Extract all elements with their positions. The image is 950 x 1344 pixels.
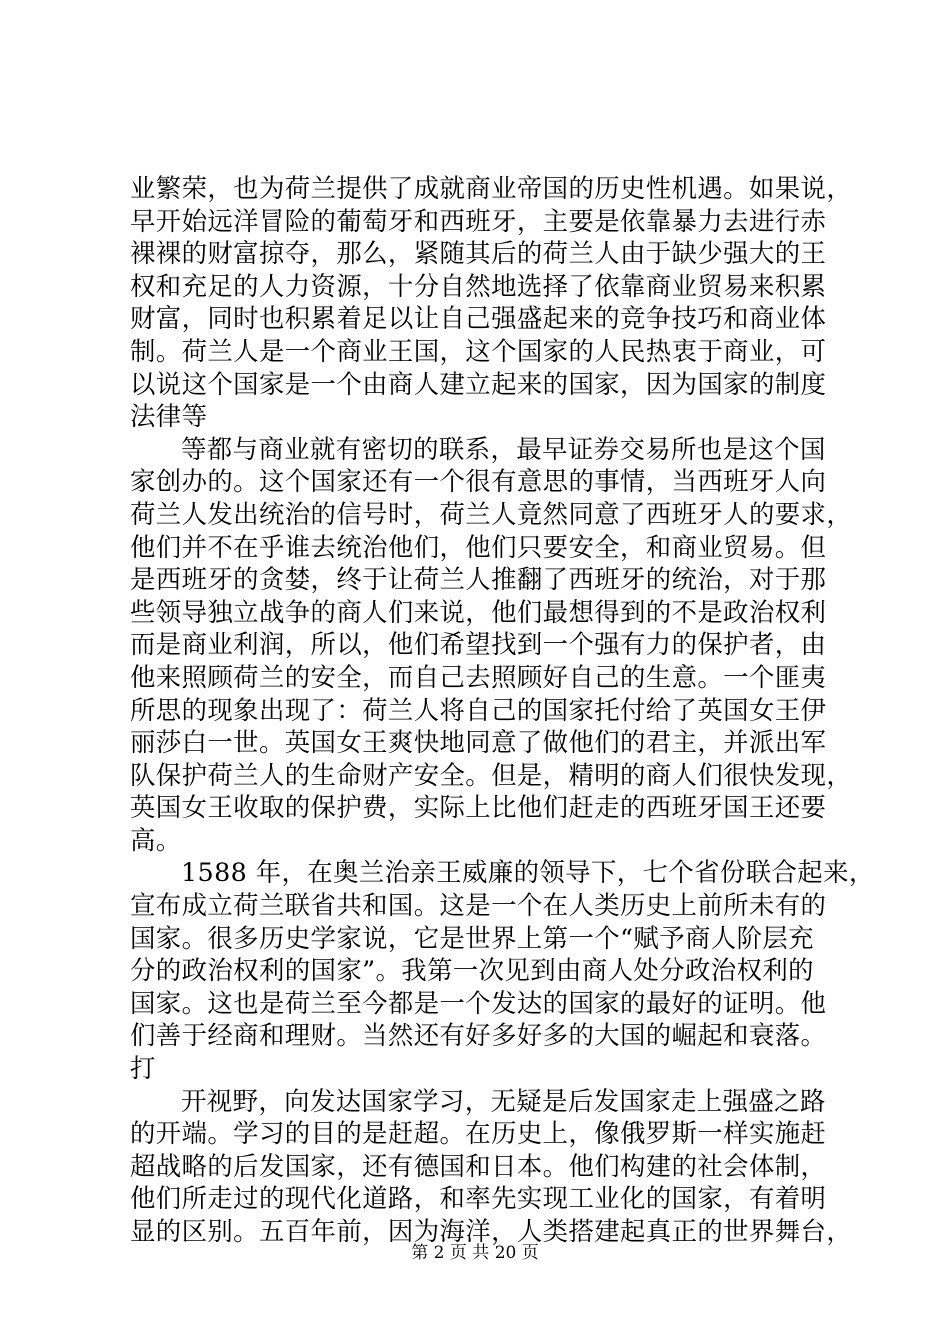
- page-footer: 第 2 页 共 20 页: [411, 1243, 539, 1263]
- text-line: 些领导独立战争的商人们来说，他们最想得到的不是政治权利: [130, 596, 827, 627]
- text-line: 是西班牙的贪婪，终于让荷兰人推翻了西班牙的统治，对于那: [130, 564, 827, 595]
- text-line: 财富，同时也积累着足以让自己强盛起来的竞争技巧和商业体: [130, 303, 827, 334]
- text-line: 制。荷兰人是一个商业王国，这个国家的人民热衷于商业，可: [130, 335, 827, 366]
- text-line: 1588 年，在奥兰治亲王威廉的领导下，七个省份联合起来，: [181, 857, 875, 888]
- text-line: 打: [130, 1053, 156, 1084]
- text-line: 等都与商业就有密切的联系，最早证券交易所也是这个国: [181, 433, 826, 464]
- document-body: [130, 172, 875, 1248]
- paragraph: [130, 856, 875, 1084]
- text-line: 高。: [130, 824, 182, 855]
- text-line: 他们所走过的现代化道路，和率先实现工业化的国家，有着明: [130, 1183, 827, 1214]
- text-line: 而是商业利润，所以，他们希望找到一个强有力的保护者，由: [130, 629, 827, 660]
- text-line: 国家。很多历史学家说，它是世界上第一个“赋予商人阶层充: [130, 922, 814, 953]
- text-line: 超战略的后发国家，还有德国和日本。他们构建的社会体制，: [130, 1150, 827, 1181]
- text-line: 显的区别。五百年前，因为海洋，人类搭建起真正的世界舞台，: [130, 1216, 853, 1246]
- text-line: 以说这个国家是一个由商人建立起来的国家，因为国家的制度: [130, 368, 827, 399]
- text-line: 宣布成立荷兰联省共和国。这是一个在人类历史上前所未有的: [130, 890, 827, 921]
- text-line: 家创办的。这个国家还有一个很有意思的事情，当西班牙人向: [130, 466, 827, 497]
- text-line: 业繁荣，也为荷兰提供了成就商业帝国的历史性机遇。如果说，: [130, 173, 853, 203]
- text-line: 裸裸的财富掠夺，那么，紧随其后的荷兰人由于缺少强大的王: [130, 238, 827, 269]
- text-line: 开视野，向发达国家学习，无疑是后发国家走上强盛之路: [181, 1085, 826, 1116]
- text-line: 英国女王收取的保护费，实际上比他们赶走的西班牙国王还要: [130, 792, 827, 823]
- text-line: 所思的现象出现了：荷兰人将自己的国家托付给了英国女王伊: [130, 694, 827, 725]
- text-line: 的开端。学习的目的是赶超。在历史上，像俄罗斯一样实施赶: [130, 1118, 827, 1149]
- text-line: 丽莎白一世。英国女王爽快地同意了做他们的君主，并派出军: [130, 727, 827, 758]
- paragraph: [130, 433, 853, 857]
- text-line: 队保护荷兰人的生命财产安全。但是，精明的商人们很快发现，: [130, 759, 853, 790]
- text-line: 国家。这也是荷兰至今都是一个发达的国家的最好的证明。他: [130, 987, 827, 1018]
- text-line: 权和充足的人力资源，十分自然地选择了依靠商业贸易来积累: [130, 270, 827, 301]
- text-line: 分的政治权利的国家”。我第一次见到由商人处分政治权利的: [130, 955, 814, 986]
- paragraph: [130, 172, 853, 433]
- text-line: 法律等: [130, 401, 208, 432]
- text-line: 早开始远洋冒险的葡萄牙和西班牙，主要是依靠暴力去进行赤: [130, 205, 827, 236]
- text-line: 们善于经商和理财。当然还有好多好多的大国的崛起和衰落。: [130, 1020, 827, 1051]
- text-line: 荷兰人发出统治的信号时，荷兰人竟然同意了西班牙人的要求，: [130, 498, 853, 529]
- text-line: 他来照顾荷兰的安全，而自己去照顾好自己的生意。一个匪夷: [130, 661, 827, 692]
- text-line: 他们并不在乎谁去统治他们，他们只要安全，和商业贸易。但: [130, 531, 827, 562]
- paragraph: [130, 1085, 853, 1248]
